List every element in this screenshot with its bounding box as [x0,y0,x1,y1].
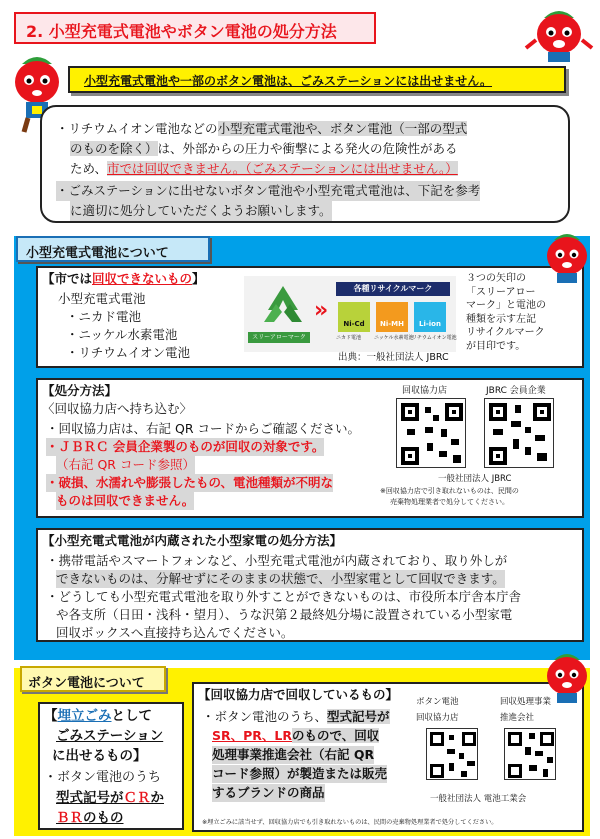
qr-note: ※回収協力店で引き取れないものは、民間の 売棄物処理業者で処分してください。 [380,487,519,506]
disposal-line: ・ＪＢＲＣ 会員企業製のものが回収の対象です。 [46,439,325,454]
not-collected-box [36,266,584,368]
arrow-mark-label: スリーアローマーク [248,332,310,343]
landfill-heading-2: ごみステーション [56,728,164,744]
battery-item: ・ニッケル水素電池 [66,327,178,342]
appliance-line: や各支所（日田・浅科・望月）、うな沢第２最終処分場に設置されている小型家電 [56,607,513,622]
landfill-line: ＢＲのもの [56,810,124,826]
nimh-mark-icon: Ni-MH [376,302,408,332]
collection-line: ・ボタン電池のうち、型式記号が [202,709,390,724]
strawberry-mascot-icon [538,228,596,284]
rechargeable-section-label: 小型充電式電池について [16,236,210,262]
qr-label: 回収協力店 [402,386,448,396]
collection-line: するブランドの商品 [212,785,325,800]
qr-caption: 一般社団法人 電池工業会 [430,794,527,804]
mark-name: リチウムイオン電池 [412,335,457,341]
appliance-box [36,528,584,642]
footnote: ※埋立ごみに該当せず、回収協力店でも引き取れないものは、民間の売棄物処理業者で処分してください。 [202,819,498,826]
intro-line-1: ・リチウムイオン電池などの小型充電式電池や、ボタン電池（一部の型式 [56,121,468,136]
qr-label: 回収処理事業 推進会社 [500,697,552,723]
collection-store-box [192,682,584,832]
collection-line: 処理事業推進会社（右記 QR [212,747,375,762]
page-title [26,19,337,42]
battery-item: ・ニカド電池 [66,309,142,324]
disposal-method-box [36,378,584,518]
landfill-line: 型式記号がＣＲか [56,790,164,806]
page-title-box [14,12,376,44]
qr-code-icon[interactable] [504,728,556,780]
battery-item: ・リチウムイオン電池 [66,345,191,360]
intro-line-3: ため、市では回収できません。（ごみステーションには出せません。） [70,161,458,176]
mark-name: ニッケル水素電池 [374,335,414,341]
qr-code-icon[interactable] [426,728,478,780]
collection-line: SR、PR、LRのもので、回収 [212,728,380,743]
disposal-line: ものは回収できません。 [56,493,195,508]
landfill-heading-3: に出せるもの】 [52,748,147,764]
not-collected-heading: 【市では回収できないもの】 [42,271,205,286]
collection-heading: 【回収協力店で回収しているもの】 [198,687,399,702]
strawberry-mascot-icon [538,648,596,708]
mark-note: ３つの矢印の 「スリーアロー マーク」と電池の 種類を示す左記 リサイクルマーク が目印です。 [466,273,546,352]
three-arrow-recycle-icon [258,282,308,328]
appliance-line: ・携帯電話やスマートフォンなど、小型充電式電池が内蔵されており、取り外しが [46,553,508,568]
liion-mark-icon: Li-ion [414,302,446,332]
button-battery-section [14,668,590,836]
qr-caption: 一般社団法人 JBRC [438,474,512,484]
qr-code-icon[interactable] [396,398,466,468]
recycle-marks-panel [244,276,456,352]
intro-line-2: のものを除く）は、外部からの圧力や衝撃による発火の危険性がある [70,141,458,156]
appliance-line: 回収ボックスへ直接持ち込んでください。 [56,625,294,640]
button-section-label: ボタン電池について [20,666,166,692]
disposal-heading: 【処分方法】 [42,383,118,398]
appliance-line: ・どうしても小型充電式電池を取り外すことができないものは、市役所本庁舎本庁舎 [46,589,522,604]
nicd-mark-icon: Ni-Cd [338,302,370,332]
intro-line-5: に適切に処分していただくようお願いします。 [70,201,332,221]
rechargeable-section [14,236,590,660]
category-label: 小型充電式電池 [58,291,146,306]
disposal-subheading: 〈回収協力店へ持ち込む〉 [42,401,193,416]
intro-line-4: ・ごみステーションに出せないボタン電池や小型充電式電池は、下記を参考 [56,181,480,201]
intro-box [40,105,570,223]
qr-label: JBRC 会員企業 [486,386,546,396]
banner-text: 小型充電式電池や一部のボタン電池は、ごみステーションには出せません。 [84,74,493,88]
landfill-box [38,702,184,830]
landfill-line: ・ボタン電池のうち [44,770,162,785]
appliance-heading: 【小型充電式電池が内蔵された小型家電の処分方法】 [42,533,343,548]
collection-line: コード参照）が製造または販売 [212,766,388,781]
source-credit: 出典：一般社団法人 JBRC [338,352,449,363]
mark-name: ニカド電池 [336,335,362,341]
qr-label: ボタン電池 回収協力店 [416,697,459,723]
recycle-mark-title: 各種リサイクルマーク [336,282,450,296]
disposal-line: ・破損、水濡れや膨張したもの、電池種類が不明な [46,475,334,490]
disposal-line: ・回収協力店は、右記 QR コードからご確認ください。 [46,421,360,436]
disposal-line: （右記 QR コード参照） [56,457,195,472]
qr-code-icon[interactable] [484,398,554,468]
title-number: 2. [26,22,44,41]
double-chevron-icon: » [314,298,329,323]
appliance-line: できないものは、分解せずにそのままの状態で、小型家電として回収できます。 [56,571,505,586]
landfill-heading-1: 【埋立ごみとして [44,708,152,724]
warning-banner [68,66,566,93]
strawberry-mascot-icon [524,4,594,66]
title-text: 小型充電式電池やボタン電池の処分方法 [48,22,337,41]
